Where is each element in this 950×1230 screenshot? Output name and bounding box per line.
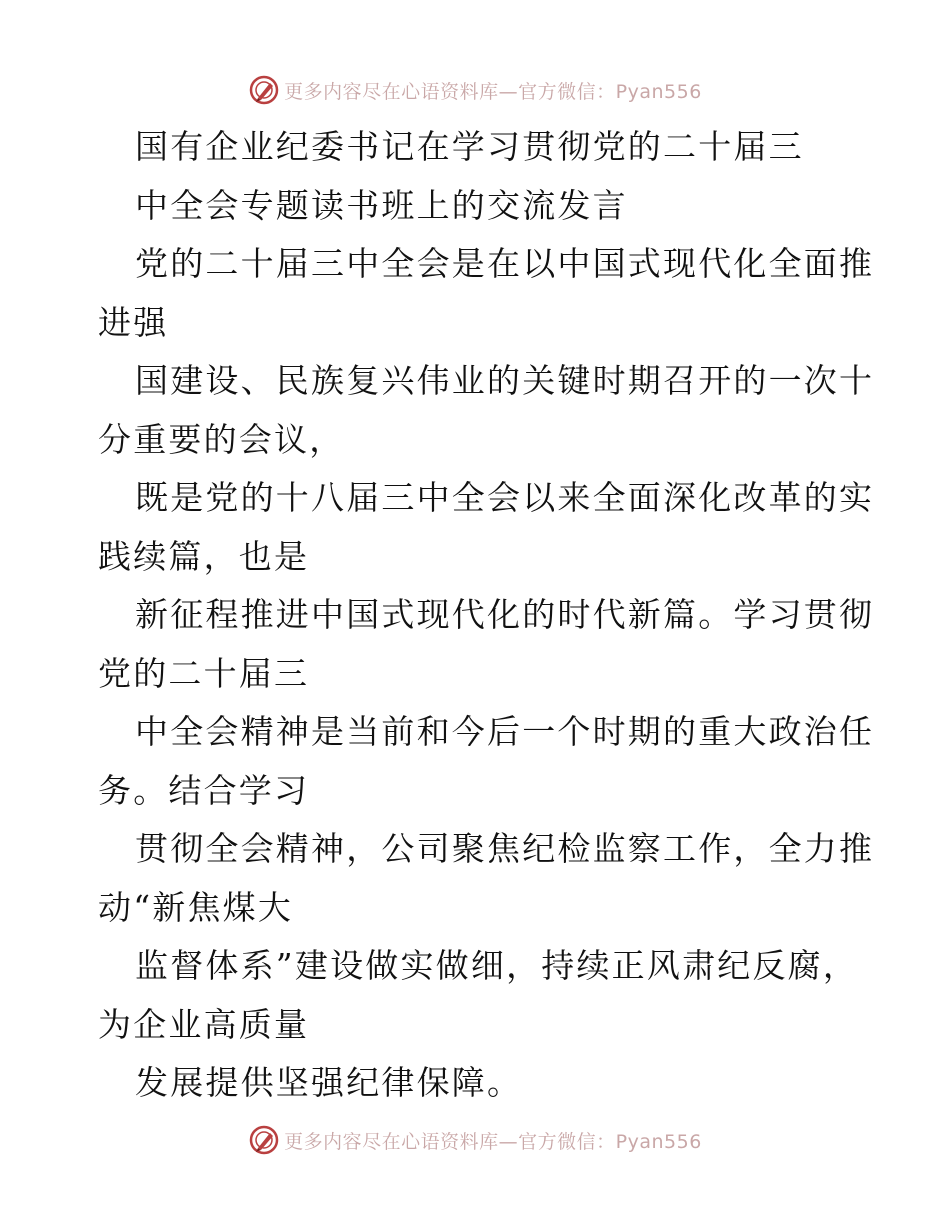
watermark-text: 更多内容尽在心语资料库—官方微信：Pyan556 (284, 1130, 702, 1153)
watermark-text: 更多内容尽在心语资料库—官方微信：Pyan556 (284, 80, 702, 103)
pen-logo-icon (248, 1124, 280, 1156)
document-line: 践续篇，也是 (98, 536, 310, 576)
header-watermark (0, 72, 950, 108)
document-line: 国有企业纪委书记在学习贯彻党的二十届三 (135, 127, 804, 166)
document-line: 为企业高质量 (98, 1004, 310, 1044)
document-line: 务。结合学习 (98, 770, 310, 810)
document-line: 发展提供坚强纪律保障。 (135, 1063, 523, 1102)
document-line: 中全会精神是当前和今后一个时期的重大政治任 (135, 712, 875, 751)
document-line: 进强 (98, 302, 169, 342)
document-line: 动“新焦煤大 (98, 887, 294, 927)
document-line: 监督体系”建设做实做细，持续正风肃纪反腐， (135, 946, 859, 985)
document-line: 党的二十届三 (98, 653, 310, 693)
document-line: 分重要的会议， (98, 419, 345, 459)
document-body (98, 118, 875, 1113)
document-line: 党的二十届三中全会是在以中国式现代化全面推 (135, 244, 875, 283)
document-line: 国建设、民族复兴伟业的关键时期召开的一次十 (135, 361, 875, 400)
document-line: 新征程推进中国式现代化的时代新篇。学习贯彻 (135, 595, 875, 634)
document-line: 贯彻全会精神，公司聚焦纪检监察工作，全力推 (135, 829, 875, 868)
document-line: 中全会专题读书班上的交流发言 (135, 185, 628, 225)
pen-logo-icon (248, 74, 280, 106)
document-line: 既是党的十八届三中全会以来全面深化改革的实 (135, 478, 875, 517)
footer-watermark (0, 1122, 950, 1158)
